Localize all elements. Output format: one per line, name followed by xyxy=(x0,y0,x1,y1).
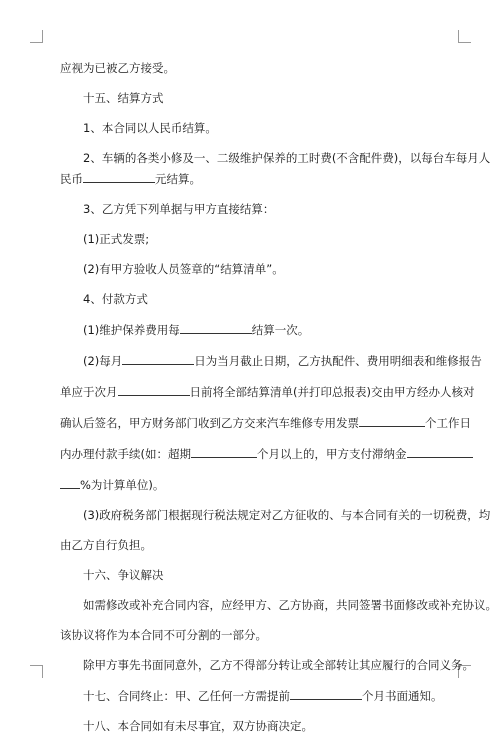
fill-blank[interactable] xyxy=(60,476,80,489)
paragraph-line: 该协议将作为本合同不可分割的一部分。 xyxy=(60,628,267,642)
fill-blank[interactable] xyxy=(407,445,473,458)
paragraph-line: (2)每月 日为当月截止日期，乙方执配件、费用明细表和维修报告 xyxy=(83,354,482,368)
paragraph-line: 内办理付款手续(如：超期 个月以上的，甲方支付滞纳金 xyxy=(60,445,444,462)
paragraph-line: 应视为已被乙方接受。 xyxy=(60,61,175,75)
paragraph-line: 确认后签名，甲方财务部门收到乙方交来汽车维修专用发票 个工作日 xyxy=(60,416,471,430)
crop-mark-top-right xyxy=(458,30,471,43)
paragraph-line: (1)维护保养费用每 结算一次。 xyxy=(83,323,310,337)
paragraph-line: (1)正式发票; xyxy=(83,232,150,246)
paragraph-line: 2、车辆的各类小修及一、二级维护保养的工时费(不含配件费)，以每台车每月人 xyxy=(83,151,491,165)
paragraph-line: 1、本合同以人民币结算。 xyxy=(83,121,217,135)
section-heading-17: 十七、合同终止：甲、乙任何一方需提前 个月书面通知。 xyxy=(83,689,443,703)
fill-blank[interactable] xyxy=(191,445,257,458)
crop-mark-bottom-left xyxy=(30,665,43,678)
paragraph-line: 如需修改或补充合同内容，应经甲方、乙方协商，共同签署书面修改或补充协议。 xyxy=(83,598,497,612)
section-heading-15: 十五、结算方式 xyxy=(83,91,164,105)
fill-blank[interactable] xyxy=(122,352,194,365)
fill-blank[interactable] xyxy=(180,321,252,334)
crop-mark-top-left xyxy=(30,30,43,43)
fill-blank[interactable] xyxy=(83,170,155,183)
section-heading-18: 十八、本合同如有未尽事宜，双方协商决定。 xyxy=(83,719,313,733)
fill-blank[interactable] xyxy=(359,414,425,427)
paragraph-line: 除甲方事先书面同意外，乙方不得部分转让或全部转让其应履行的合同义务。 xyxy=(83,658,474,672)
paragraph-line: 3、乙方凭下列单据与甲方直接结算： xyxy=(83,202,275,216)
paragraph-line: 单应于次月 日前将全部结算清单(并打印总报表)交由甲方经办人核对 xyxy=(60,385,475,399)
paragraph-line: %为计算单位)。 xyxy=(60,476,444,493)
document-body xyxy=(60,60,497,734)
paragraph-line: 民币 元结算。 xyxy=(60,172,201,186)
section-heading-16: 十六、争议解决 xyxy=(83,568,164,582)
paragraph-line: (2)有甲方验收人员签章的“结算清单”。 xyxy=(83,262,284,276)
fill-blank[interactable] xyxy=(290,687,362,700)
subsection-heading: 4、付款方式 xyxy=(83,292,148,306)
fill-blank[interactable] xyxy=(118,383,190,396)
paragraph-line: 由乙方自行负担。 xyxy=(60,538,152,552)
paragraph-line: (3)政府税务部门根据现行税法规定对乙方征收的、与本合同有关的一切税费，均 xyxy=(83,508,491,522)
